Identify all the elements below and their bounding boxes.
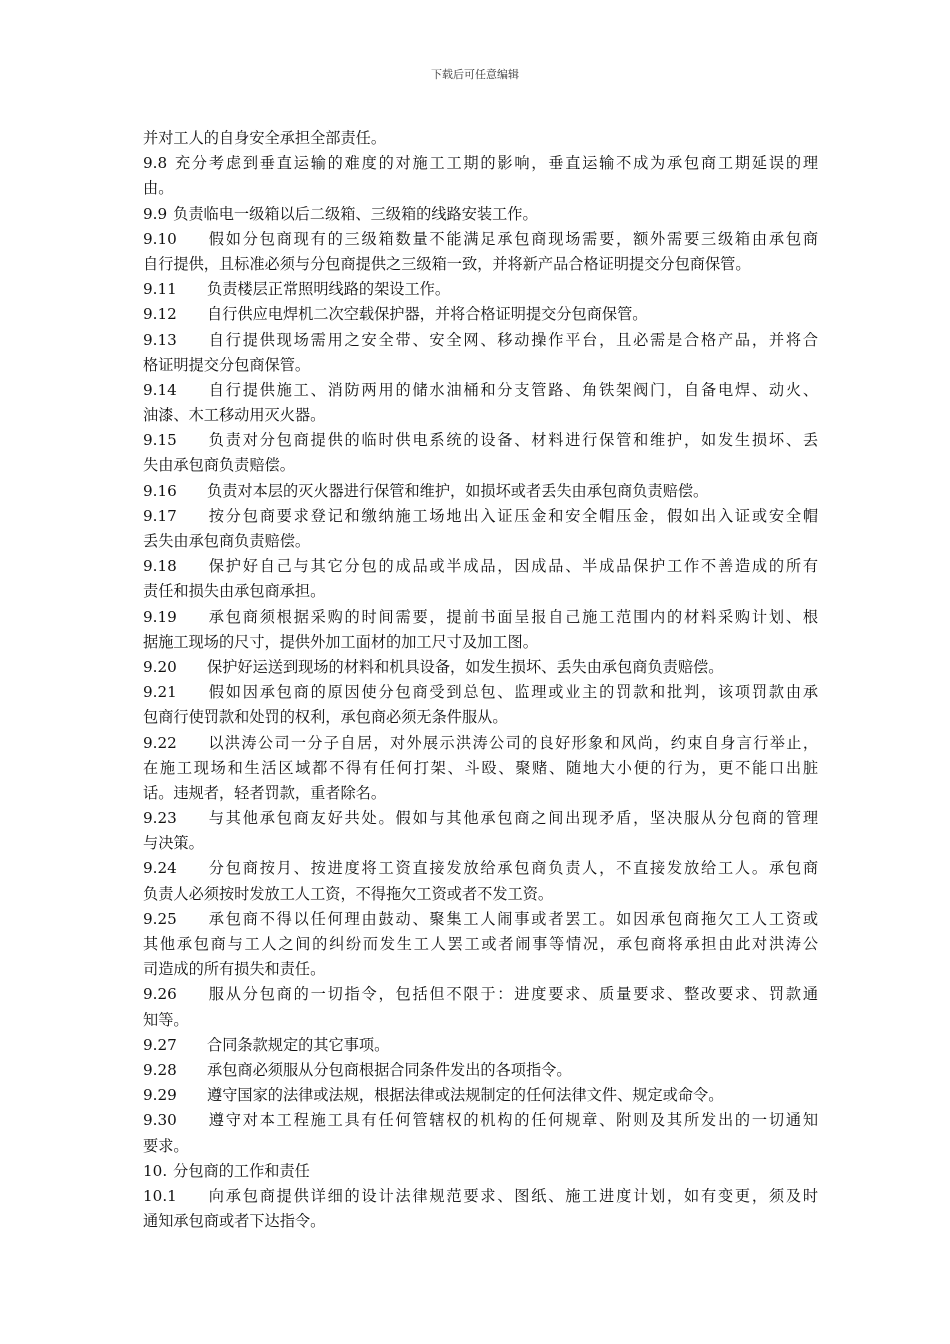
clause-number: 10.1 (143, 1186, 177, 1205)
text-line (143, 504, 818, 529)
text-line (143, 957, 818, 982)
text-line (143, 907, 818, 932)
clause-text: 充分考虑到垂直运输的难度的对施工工期的影响，垂直运输不成为承包商工期延误的理 (173, 154, 818, 173)
clause-paragraph (143, 806, 818, 856)
clause-paragraph (143, 126, 818, 151)
clause-paragraph (143, 680, 818, 730)
text-line (143, 982, 818, 1007)
clause-text: 承包商须根据采购的时间需要，提前书面呈报自己施工范围内的材料采购计划、根 (207, 607, 818, 626)
clause-text: 负责人必须按时发放工人工资，不得拖欠工资或者不发工资。 (143, 884, 554, 903)
text-line (143, 630, 818, 655)
clause-text: 在施工现场和生活区域都不得有任何打架、斗殴、聚赌、随地大小便的行为，更不能口出脏 (143, 758, 818, 777)
text-line (143, 882, 818, 907)
clause-text: 自行提供现场需用之安全带、安全网、移动操作平台，且必需是合格产品，并将合 (207, 330, 818, 349)
text-line (143, 302, 818, 327)
clause-text: 分包商的工作和责任 (173, 1161, 310, 1180)
clause-paragraph (143, 202, 818, 227)
clause-number: 9.26 (143, 985, 177, 1004)
text-line (143, 655, 818, 680)
text-line (143, 756, 818, 781)
clause-text: 自行供应电焊机二次空载保护器，并将合格证明提交分包商保管。 (207, 305, 648, 324)
clause-text: 承包商必须服从分包商根据合同条件发出的各项指令。 (207, 1060, 572, 1079)
clause-text: 负责对本层的灭火器进行保管和维护，如损坏或者丢失由承包商负责赔偿。 (207, 481, 709, 500)
clause-number: 9.25 (143, 909, 177, 928)
clause-text: 保护好运送到现场的材料和机具设备，如发生损坏、丢失由承包商负责赔偿。 (207, 657, 724, 676)
text-line (143, 479, 818, 504)
clause-number: 9.17 (143, 506, 177, 525)
clause-paragraph (143, 504, 818, 554)
clause-paragraph (143, 1159, 818, 1184)
clause-paragraph (143, 378, 818, 428)
text-line (143, 227, 818, 252)
clause-text: 通知承包商或者下达指令。 (143, 1212, 326, 1231)
clause-text: 据施工现场的尺寸，提供外加工面材的加工尺寸及加工图。 (143, 632, 538, 651)
text-line (143, 1033, 818, 1058)
clause-text: 向承包商提供详细的设计法律规范要求、图纸、施工进度计划，如有变更，须及时 (207, 1186, 818, 1205)
clause-number: 9.12 (143, 305, 177, 324)
text-line (143, 579, 818, 604)
text-line (143, 831, 818, 856)
clause-text: 负责楼层正常照明线路的架设工作。 (207, 280, 450, 299)
clause-text: 由。 (143, 179, 174, 198)
clause-paragraph (143, 302, 818, 327)
text-line (143, 353, 818, 378)
clause-text: 自行提供，且标准必须与分包商提供之三级箱一致，并将新产品合格证明提交分包商保管。 (143, 254, 751, 273)
text-line (143, 554, 818, 579)
clause-paragraph (143, 277, 818, 302)
clause-paragraph (143, 1058, 818, 1083)
clause-text: 假如分包商现有的三级箱数量不能满足承包商现场需要，额外需要三级箱由承包商 (207, 229, 818, 248)
text-line (143, 529, 818, 554)
clause-paragraph (143, 1184, 818, 1234)
page-header: 下载后可任意编辑 (431, 68, 519, 81)
clause-text: 包商行使罚款和处罚的权利，承包商必须无条件服从。 (143, 708, 508, 727)
clause-text: 与其他承包商友好共处。假如与其他承包商之间出现矛盾，坚决服从分包商的管理 (207, 809, 818, 828)
document-body (143, 126, 818, 1234)
clause-number: 9.29 (143, 1086, 177, 1105)
clause-number: 10. (143, 1161, 168, 1180)
text-line (143, 1209, 818, 1234)
text-line (143, 680, 818, 705)
clause-text: 分包商按月、按进度将工资直接发放给承包商负责人，不直接发放给工人。承包商 (207, 859, 818, 878)
text-line (143, 176, 818, 201)
text-line (143, 605, 818, 630)
clause-number: 9.24 (143, 859, 177, 878)
clause-text: 油漆、木工移动用灭火器。 (143, 406, 326, 425)
clause-text: 责任和损失由承包商承担。 (143, 582, 326, 601)
clause-paragraph (143, 1108, 818, 1158)
clause-text: 负责对分包商提供的临时供电系统的设备、材料进行保管和维护，如发生损坏、丢 (207, 431, 818, 450)
text-line (143, 378, 818, 403)
text-line (143, 1008, 818, 1033)
clause-number: 9.21 (143, 683, 177, 702)
clause-number: 9.19 (143, 607, 177, 626)
clause-text: 话。违规者，轻者罚款，重者除名。 (143, 783, 386, 802)
clause-text: 服从分包商的一切指令，包括但不限于：进度要求、质量要求、整改要求、罚款通 (207, 985, 818, 1004)
clause-text: 其他承包商与工人之间的纠纷而发生工人罢工或者闹事等情况，承包商将承担由此对洪涛公 (143, 935, 818, 953)
clause-number: 9.13 (143, 330, 177, 349)
clause-text: 按分包商要求登记和缴纳施工场地出入证压金和安全帽压金，假如出入证或安全帽 (207, 506, 818, 525)
text-line (143, 428, 818, 453)
clause-paragraph (143, 605, 818, 655)
clause-text: 假如因承包商的原因使分包商受到总包、监理或业主的罚款和批判，该项罚款由承 (207, 683, 818, 702)
clause-number: 9.11 (143, 280, 177, 299)
text-line (143, 453, 818, 478)
clause-text: 司造成的所有损失和责任。 (143, 960, 326, 979)
clause-number: 9.23 (143, 809, 177, 828)
text-line (143, 328, 818, 353)
clause-text: 遵守国家的法律或法规，根据法律或法规制定的任何法律文件、规定或命令。 (207, 1086, 724, 1105)
clause-number: 9.9 (143, 204, 168, 223)
clause-number: 9.28 (143, 1060, 177, 1079)
clause-paragraph (143, 982, 818, 1032)
clause-paragraph (143, 907, 818, 983)
text-line (143, 1184, 818, 1209)
clause-paragraph (143, 1033, 818, 1058)
clause-number: 9.18 (143, 557, 177, 576)
clause-text: 以洪涛公司一分子自居，对外展示洪涛公司的良好形象和风尚，约束自身言行举止， (207, 733, 818, 752)
clause-text: 与决策。 (143, 834, 204, 853)
clause-paragraph (143, 227, 818, 277)
text-line (143, 277, 818, 302)
clause-paragraph (143, 151, 818, 201)
clause-paragraph (143, 428, 818, 478)
clause-text: 负责临电一级箱以后二级箱、三级箱的线路安装工作。 (173, 204, 538, 223)
clause-number: 9.14 (143, 380, 177, 399)
text-line (143, 202, 818, 227)
clause-text: 遵守对本工程施工具有任何管辖权的机构的任何规章、附则及其所发出的一切通知 (207, 1111, 818, 1130)
text-line (143, 126, 818, 151)
clause-text: 要求。 (143, 1136, 189, 1155)
clause-number: 9.20 (143, 657, 177, 676)
text-line (143, 1108, 818, 1133)
clause-paragraph (143, 479, 818, 504)
clause-number: 9.8 (143, 154, 168, 173)
text-line (143, 1134, 818, 1159)
clause-text: 并对工人的自身安全承担全部责任。 (143, 129, 386, 147)
text-line (143, 252, 818, 277)
clause-paragraph (143, 328, 818, 378)
text-line (143, 731, 818, 756)
text-line (143, 781, 818, 806)
clause-text: 合同条款规定的其它事项。 (207, 1035, 390, 1054)
text-line (143, 1083, 818, 1108)
clause-number: 9.15 (143, 431, 177, 450)
clause-text: 失由承包商负责赔偿。 (143, 456, 295, 475)
clause-paragraph (143, 554, 818, 604)
text-line (143, 932, 818, 957)
clause-text: 保护好自己与其它分包的成品或半成品，因成品、半成品保护工作不善造成的所有 (207, 557, 818, 576)
clause-paragraph (143, 856, 818, 906)
clause-number: 9.16 (143, 481, 177, 500)
text-line (143, 1159, 818, 1184)
text-line (143, 403, 818, 428)
text-line (143, 705, 818, 730)
clause-number: 9.30 (143, 1111, 177, 1130)
text-line (143, 856, 818, 881)
clause-number: 9.10 (143, 229, 177, 248)
clause-text: 自行提供施工、消防两用的储水油桶和分支管路、角铁架阀门，自备电焊、动火、 (207, 380, 818, 399)
clause-paragraph (143, 731, 818, 807)
clause-text: 格证明提交分包商保管。 (143, 355, 311, 374)
clause-number: 9.22 (143, 733, 177, 752)
clause-number: 9.27 (143, 1035, 177, 1054)
text-line (143, 1058, 818, 1083)
clause-text: 承包商不得以任何理由鼓动、聚集工人闹事或者罢工。如因承包商拖欠工人工资或 (207, 909, 818, 928)
clause-text: 知等。 (143, 1010, 189, 1029)
clause-paragraph (143, 1083, 818, 1108)
clause-paragraph (143, 655, 818, 680)
text-line (143, 151, 818, 176)
clause-text: 丢失由承包商负责赔偿。 (143, 532, 311, 550)
text-line (143, 806, 818, 831)
